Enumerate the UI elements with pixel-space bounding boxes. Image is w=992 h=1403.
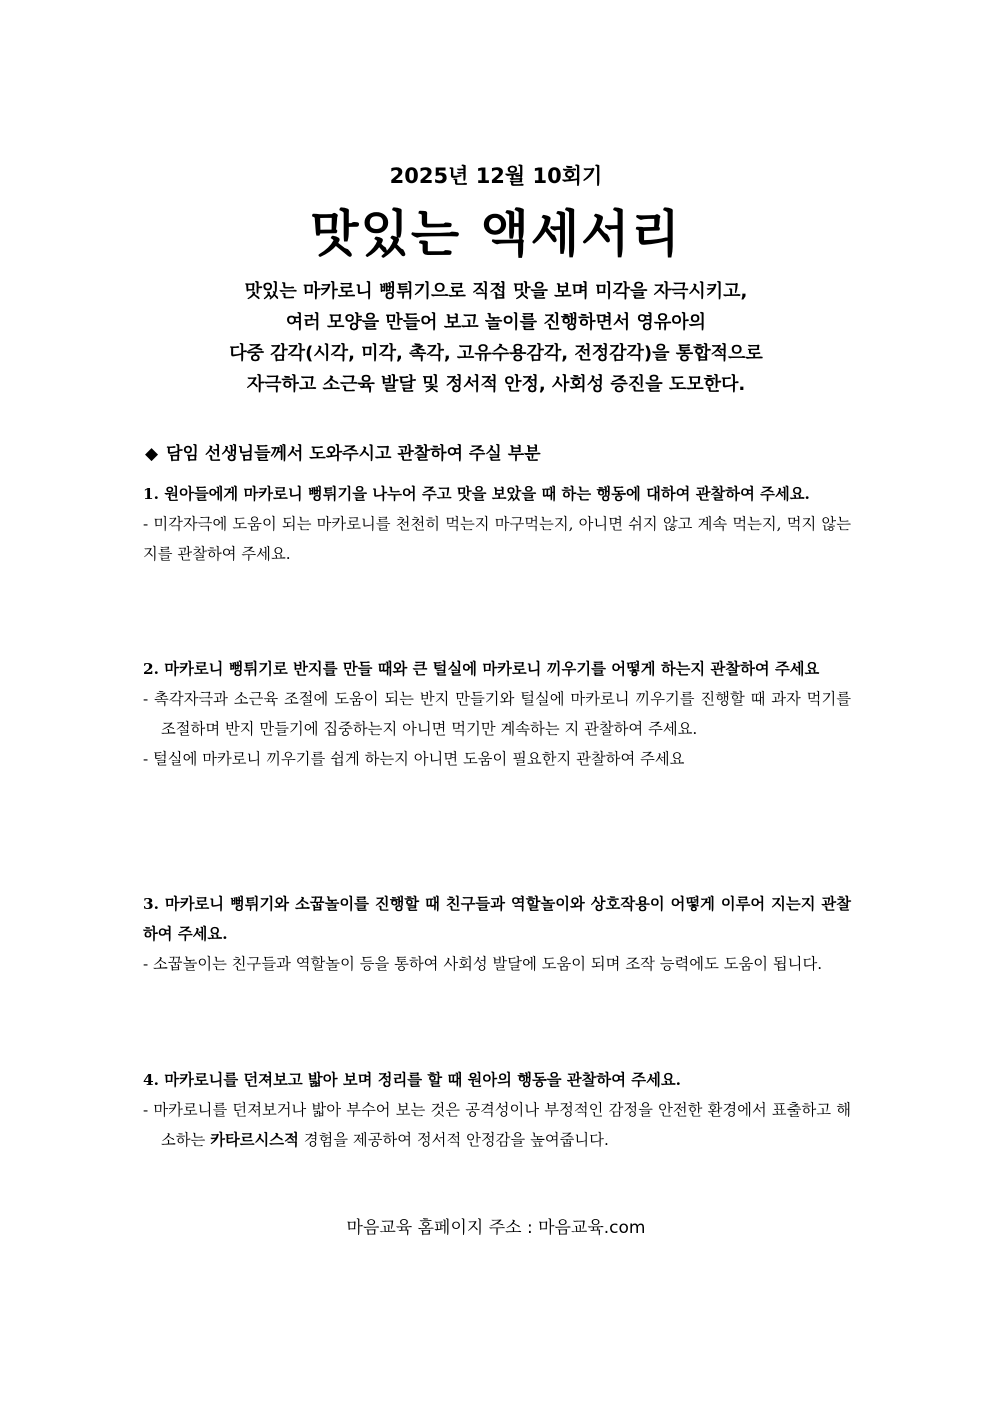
section-1 (143, 479, 851, 569)
notice-text: 담임 선생님들께서 도와주시고 관찰하여 주실 부분 (166, 444, 541, 464)
section-question: 3. 마카로니 뻥튀기와 소꿉놀이를 진행할 때 친구들과 역할놀이와 상호작용이 어떻게 이루어 지는지 관찰하여 주세요. (143, 895, 851, 943)
section-bullet: - 촉각자극과 소근육 조절에 도움이 되는 반지 만들기와 털실에 마카로니 끼우기를 진행할 때 과자 먹기를 조절하며 반지 만들기에 집중하는지 아니면 먹기만 계속하는 지 관찰하여 주세요. (143, 690, 851, 738)
section-3 (143, 889, 851, 979)
section-description: - 미각자극에 도움이 되는 마카로니를 천천히 먹는지 마구먹는지, 아니면 쉬지 않고 계속 먹는지, 먹지 않는 지를 관찰하여 주세요. (143, 515, 851, 563)
intro-line: 여러 모양을 만들어 보고 놀이를 진행하면서 영유아의 (285, 312, 707, 333)
section-bullet: - 털실에 마카로니 끼우기를 쉽게 하는지 아니면 도움이 필요한지 관찰하여 주세요 (143, 750, 685, 768)
diamond-icon: ◆ (145, 444, 159, 464)
section-description: - 소꿉놀이는 친구들과 역할놀이 등을 통하여 사회성 발달에 도움이 되며 조작 능력에도 도움이 됩니다. (143, 955, 823, 973)
emphasized-term: 카타르시스적 (210, 1131, 299, 1149)
section-question: 2. 마카로니 뻥튀기로 반지를 만들 때와 큰 털실에 마카로니 끼우기를 어떻게 하는지 관찰하여 주세요 (143, 660, 820, 678)
teacher-notice-heading (145, 439, 541, 464)
session-label: 2025년 12월 10회기 (389, 164, 603, 188)
section-question: 4. 마카로니를 던져보고 밟아 보며 정리를 할 때 원아의 행동을 관찰하여 주세요. (143, 1071, 681, 1089)
section-question: 1. 원아들에게 마카로니 뻥튀기을 나누어 주고 맛을 보았을 때 하는 행동에 대하여 관찰하여 주세요. (143, 485, 810, 503)
page-title: 맛있는 액세서리 (310, 205, 682, 263)
intro-line: 다중 감각(시각, 미각, 촉각, 고유수용감각, 전정감각)을 통합적으로 (229, 343, 763, 364)
section-2 (143, 654, 851, 774)
intro-line: 자극하고 소근육 발달 및 정서적 안정, 사회성 증진을 도모한다. (246, 374, 746, 395)
intro-line: 맛있는 마카로니 뻥튀기으로 직접 맛을 보며 미각을 자극시키고, (244, 281, 748, 302)
bullet-text: - 마카로니를 던져보거나 밟아 부수어 보는 것은 공격성이나 부정적인 감정을 안전한 환경에서 표출하고 해소하는 (143, 1101, 851, 1149)
section-bullet (143, 1095, 851, 1155)
bullet-text: 경험을 제공하여 정서적 안정감을 높여줍니다. (298, 1131, 609, 1149)
homepage-address: 마음교육 홈페이지 주소 : 마음교육.com (346, 1218, 646, 1238)
section-4 (143, 1065, 851, 1155)
intro-paragraph (0, 276, 992, 400)
